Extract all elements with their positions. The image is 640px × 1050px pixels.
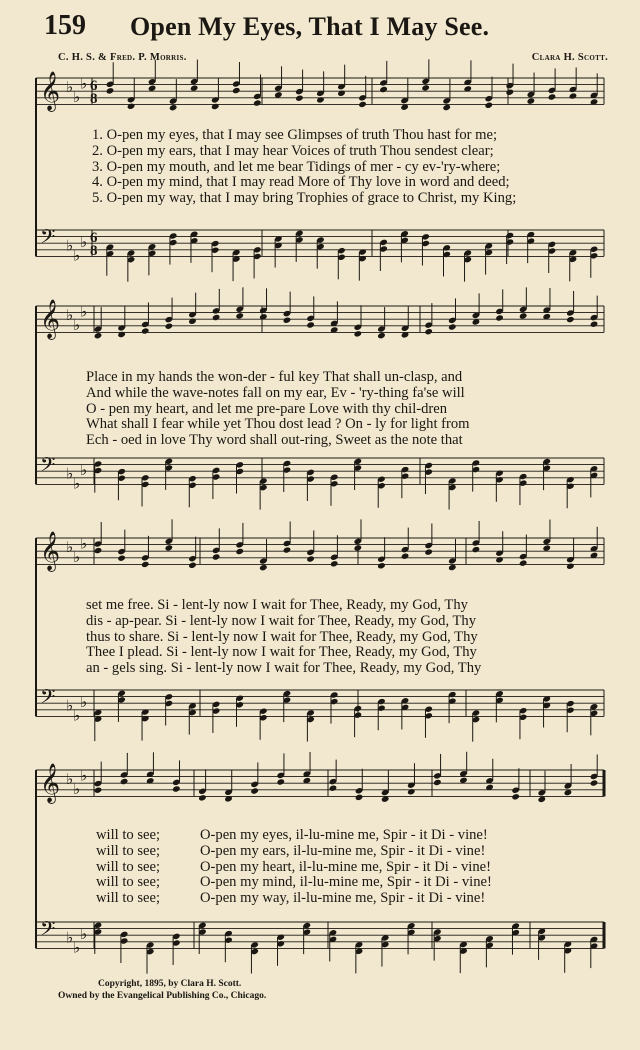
note-head bbox=[127, 103, 136, 110]
note-head bbox=[232, 87, 241, 94]
time-signature-bottom: 8 bbox=[90, 91, 98, 108]
note-head bbox=[295, 95, 304, 102]
time-signature-bottom: 8 bbox=[90, 243, 98, 260]
flat-icon: ♭ bbox=[66, 771, 74, 788]
note-head bbox=[276, 778, 285, 785]
flat-icon: ♭ bbox=[66, 79, 74, 96]
note-head bbox=[172, 785, 181, 792]
lyric-line: will to see; bbox=[96, 827, 161, 843]
lyric-line: 4. O-pen my mind, that I may read More of Thy love in word and deed; bbox=[92, 174, 510, 191]
note-head bbox=[283, 546, 292, 553]
time-signature-top: 6 bbox=[90, 77, 98, 94]
note-head bbox=[283, 317, 292, 324]
note-head bbox=[330, 560, 339, 567]
note-head bbox=[165, 544, 174, 551]
note-head bbox=[358, 101, 367, 108]
bass-clef-icon: 𝄢 bbox=[40, 225, 56, 254]
note-head bbox=[329, 785, 338, 792]
note-head bbox=[421, 84, 430, 91]
treble-clef-icon: 𝄞 bbox=[40, 298, 61, 339]
verse-block-1 bbox=[92, 128, 516, 207]
note-head bbox=[590, 321, 599, 328]
note-head bbox=[117, 331, 126, 338]
flat-icon: ♭ bbox=[73, 248, 81, 265]
lyric-line: O-pen my ears, il-lu-mine me, Spir - it Di - vine! bbox=[200, 842, 486, 859]
note-head bbox=[141, 561, 150, 568]
note-head bbox=[527, 97, 536, 104]
flat-icon: ♭ bbox=[80, 235, 88, 252]
note-head bbox=[94, 787, 103, 794]
lyric-line: dis - ap-pear. Si - lent-ly now I wait for Thee, Ready, my God, Thy bbox=[86, 612, 477, 629]
lyric-line: set me free. Si - lent-ly now I wait for Thee, Ready, my God, Thy bbox=[86, 597, 468, 613]
note-head bbox=[566, 563, 575, 570]
lyric-line: O-pen my eyes, il-lu-mine me, Spir - it Di - vine! bbox=[200, 827, 488, 843]
hymn-number: 159 bbox=[44, 10, 86, 41]
note-head bbox=[548, 93, 557, 100]
note-head bbox=[120, 778, 129, 785]
flat-icon: ♭ bbox=[80, 768, 88, 785]
note-head bbox=[355, 794, 364, 801]
note-head bbox=[94, 547, 103, 554]
words-credit: C. H. S. & Fred. P. Morris. bbox=[58, 52, 187, 63]
note-head bbox=[117, 555, 126, 562]
note-head bbox=[495, 556, 504, 563]
lyric-line: will to see; bbox=[96, 842, 161, 859]
hymn-title: Open My Eyes, That I May See. bbox=[130, 12, 490, 41]
flat-icon: ♭ bbox=[73, 549, 81, 566]
note-head bbox=[433, 779, 442, 786]
lyric-line: O-pen my mind, il-lu-mine me, Spir - it Di - vine! bbox=[200, 874, 492, 891]
treble-clef-icon: 𝄞 bbox=[40, 762, 61, 803]
flat-icon: ♭ bbox=[66, 539, 74, 556]
flat-icon: ♭ bbox=[66, 698, 74, 715]
lyric-line: will to see; bbox=[96, 858, 161, 875]
publisher-notice: Owned by the Evangelical Publishing Co., Chicago. bbox=[58, 991, 267, 1001]
flat-icon: ♭ bbox=[73, 940, 81, 957]
note-head bbox=[519, 559, 528, 566]
note-head bbox=[253, 99, 262, 106]
note-head bbox=[169, 104, 178, 111]
note-head bbox=[407, 788, 416, 795]
treble-clef-icon: 𝄞 bbox=[40, 70, 61, 111]
note-head bbox=[377, 562, 386, 569]
note-head bbox=[401, 553, 410, 560]
note-head bbox=[485, 102, 494, 109]
note-head bbox=[259, 564, 268, 571]
flat-icon: ♭ bbox=[80, 463, 88, 480]
flat-icon: ♭ bbox=[73, 476, 81, 493]
note-head bbox=[511, 793, 520, 800]
flat-icon: ♭ bbox=[66, 466, 74, 483]
note-head bbox=[211, 103, 220, 110]
lyric-line: And while the wave-notes fall on my ear, Ev - 'ry-thing fa'se will bbox=[86, 384, 465, 401]
flat-icon: ♭ bbox=[66, 238, 74, 255]
note-head bbox=[235, 548, 244, 555]
music-credit: Clara H. Scott. bbox=[531, 52, 608, 63]
note-head bbox=[250, 787, 259, 794]
flat-icon: ♭ bbox=[73, 317, 81, 334]
note-head bbox=[448, 564, 457, 571]
lyric-line: will to see; bbox=[96, 874, 161, 891]
note-head bbox=[94, 332, 103, 339]
note-head bbox=[424, 548, 433, 555]
flat-icon: ♭ bbox=[80, 304, 88, 321]
bass-clef-icon: 𝄢 bbox=[40, 685, 56, 714]
note-head bbox=[188, 562, 197, 569]
flat-icon: ♭ bbox=[73, 708, 81, 725]
flat-icon: ♭ bbox=[80, 695, 88, 712]
flat-icon: ♭ bbox=[80, 927, 88, 944]
note-head bbox=[165, 323, 174, 330]
lyric-line: thus to share. Si - lent-ly now I wait for Thee, Ready, my God, Thy bbox=[86, 628, 478, 645]
note-head bbox=[354, 330, 363, 337]
note-head bbox=[569, 92, 578, 99]
note-head bbox=[141, 327, 150, 334]
lyric-line: an - gels sing. Si - lent-ly now I wait for Thee, Ready, my God, Thy bbox=[86, 660, 482, 677]
note-head bbox=[424, 328, 433, 335]
lyric-line: Thee I plead. Si - lent-ly now I wait for Thee, Ready, my God, Thy bbox=[86, 644, 477, 661]
note-head bbox=[442, 104, 451, 111]
flat-icon: ♭ bbox=[66, 307, 74, 324]
note-head bbox=[212, 553, 221, 560]
note-head bbox=[472, 546, 481, 553]
note-head bbox=[306, 555, 315, 562]
note-head bbox=[337, 90, 346, 97]
note-head bbox=[198, 794, 207, 801]
lyric-line: O - pen my heart, and let me pre-pare Love with thy chil-dren bbox=[86, 400, 448, 417]
note-head bbox=[519, 312, 528, 319]
note-head bbox=[379, 86, 388, 93]
note-head bbox=[188, 318, 197, 325]
lyric-line: O-pen my heart, il-lu-mine me, Spir - it Di - vine! bbox=[200, 858, 491, 875]
flat-icon: ♭ bbox=[80, 536, 88, 553]
refrain-block-start bbox=[96, 828, 160, 907]
lyric-line: Ech - oed in love Thy word shall out-ring, Sweet as the note that bbox=[86, 432, 463, 449]
note-head bbox=[590, 779, 599, 786]
flat-icon: ♭ bbox=[73, 89, 81, 106]
note-head bbox=[566, 316, 575, 323]
lyric-line: What shall I fear while yet Thou dost lead ? On - ly for light from bbox=[86, 416, 470, 433]
note-head bbox=[377, 332, 386, 339]
lyric-line: 1. O-pen my eyes, that I may see Glimpses of truth Thou hast for me; bbox=[92, 127, 498, 143]
note-head bbox=[495, 314, 504, 321]
copyright-notice: Copyright, 1895, by Clara H. Scott. bbox=[98, 979, 242, 989]
lyric-line: 5. O-pen my way, that I may bring Trophies of grace to Christ, my King; bbox=[92, 190, 517, 207]
flat-icon: ♭ bbox=[73, 781, 81, 798]
verse-block-2 bbox=[86, 370, 470, 449]
lyric-line: 2. O-pen my ears, that I may hear Voices of truth Thou sendest clear; bbox=[92, 142, 494, 159]
treble-clef-icon: 𝄞 bbox=[40, 530, 61, 571]
note-head bbox=[212, 314, 221, 321]
lyric-line: 3. O-pen my mouth, and let me bear Tidings of mer - cy ev-'ry-where; bbox=[92, 158, 501, 175]
flat-icon: ♭ bbox=[66, 930, 74, 947]
note-head bbox=[506, 89, 515, 96]
note-head bbox=[235, 312, 244, 319]
lyric-line: Place in my hands the won-der - ful key That shall un-clasp, and bbox=[86, 369, 463, 385]
bass-clef-icon: 𝄢 bbox=[40, 917, 56, 946]
note-head bbox=[542, 544, 551, 551]
verse-block-3 bbox=[86, 598, 481, 677]
time-signature-top: 6 bbox=[90, 229, 98, 246]
note-head bbox=[448, 323, 457, 330]
refrain-block bbox=[200, 828, 492, 907]
lyric-line: will to see; bbox=[96, 890, 161, 907]
note-head bbox=[354, 544, 363, 551]
lyric-line: O-pen my way, il-lu-mine me, Spir - it Di - vine! bbox=[200, 890, 486, 907]
bass-clef-icon: 𝄢 bbox=[40, 453, 56, 482]
note-head bbox=[306, 321, 315, 328]
note-head bbox=[106, 87, 115, 94]
flat-icon: ♭ bbox=[80, 76, 88, 93]
